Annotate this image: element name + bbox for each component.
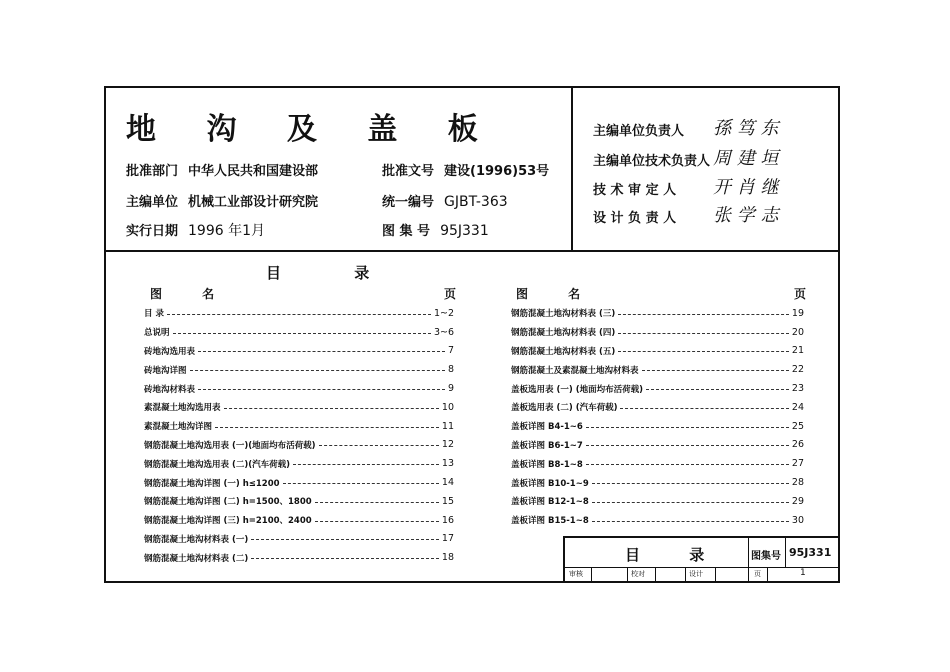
approval-doc-value: 建设(1996)53号 <box>444 164 550 179</box>
signature: 孫 笃 东 <box>713 118 779 139</box>
toc-entry <box>511 304 804 323</box>
toc-entry-page: 11 <box>441 420 454 432</box>
toc-left-list <box>144 304 454 567</box>
toc-entry-name: 钢筋混凝土及素混凝土地沟材料表 <box>511 365 639 376</box>
unified-no-label: 统一编号 <box>382 195 435 210</box>
toc-leader <box>618 333 789 334</box>
toc-entry <box>511 454 804 473</box>
signature: 周 建 垣 <box>713 148 779 169</box>
toc-entry-page: 18 <box>441 552 454 564</box>
toc-leader <box>167 314 431 315</box>
toc-leader <box>198 351 445 352</box>
toc-entry-name: 钢筋混凝土地沟材料表 (三) <box>511 309 616 320</box>
titleblock-page-label: 页 <box>754 570 761 578</box>
toc-leader <box>642 370 789 371</box>
toc-leader <box>251 539 439 540</box>
toc-entry-page: 30 <box>791 514 804 526</box>
responsible-role: 设 计 负 责 人 <box>593 211 677 226</box>
toc-entry-page: 12 <box>441 439 454 451</box>
toc-entry-page: 29 <box>791 495 804 507</box>
toc-entry <box>511 492 804 511</box>
toc-entry-page: 7 <box>447 345 454 357</box>
toc-entry-name: 盖板选用表 (二) (汽车荷载) <box>511 403 618 414</box>
toc-entry-name: 砖地沟详图 <box>144 365 187 376</box>
toc-entry-name: 目 录 <box>144 309 164 320</box>
toc-entry-name: 素混凝土地沟选用表 <box>144 403 221 414</box>
toc-entry-page: 14 <box>441 477 454 489</box>
approval-doc-label: 批准文号 <box>382 164 435 179</box>
toc-leader <box>319 445 439 446</box>
toc-entry <box>144 454 454 473</box>
toc-entry-name: 盖板详图 B8-1~8 <box>511 459 583 470</box>
toc-leader <box>283 483 439 484</box>
responsible-row <box>593 118 779 139</box>
responsible-role: 主编单位负责人 <box>593 124 685 139</box>
editor-unit <box>126 191 318 210</box>
toc-entry <box>511 511 804 530</box>
toc-entry <box>144 379 454 398</box>
toc-col-page-left: 页 <box>444 287 457 301</box>
toc-entry-page: 15 <box>441 495 454 507</box>
toc-leader <box>315 502 439 503</box>
toc-entry-page: 13 <box>441 458 454 470</box>
drawing-sheet <box>104 86 840 583</box>
toc-entry-page: 8 <box>447 364 454 376</box>
toc-leader <box>293 464 439 465</box>
toc-entry <box>511 342 804 361</box>
titleblock-check-label: 校对 <box>631 570 645 578</box>
toc-entry-name: 素混凝土地沟详图 <box>144 422 213 433</box>
titleblock-page-no: 1 <box>800 568 806 578</box>
toc-entry <box>144 530 454 549</box>
atlas-title: 地 沟 及 盖 板 <box>126 112 498 147</box>
responsible-row <box>593 148 779 169</box>
toc-entry-name: 钢筋混凝土地沟详图 (三) h=2100、2400 <box>144 516 312 527</box>
toc-entry <box>144 511 454 530</box>
header-info <box>106 88 573 252</box>
toc-col-page-right: 页 <box>794 287 807 301</box>
unified-no-value: GJBT-363 <box>444 194 508 210</box>
toc-leader <box>315 521 439 522</box>
toc-entry-name: 钢筋混凝土地沟详图 (二) h=1500、1800 <box>144 497 312 508</box>
toc-leader <box>592 502 789 503</box>
toc-entry-page: 10 <box>441 401 454 413</box>
editor-unit-value: 机械工业部设计研究院 <box>188 195 319 210</box>
toc-entry-name: 钢筋混凝土地沟选用表 (二)(汽车荷载) <box>144 459 290 470</box>
toc-entry <box>144 492 454 511</box>
toc-leader <box>592 521 789 522</box>
editor-unit-label: 主编单位 <box>126 195 179 210</box>
responsible-row <box>593 177 779 198</box>
toc-entry <box>144 548 454 567</box>
toc-col-name-right: 图 名 <box>516 287 599 301</box>
toc-entry <box>144 323 454 342</box>
titleblock-review-label: 审核 <box>569 570 583 578</box>
toc-entry-page: 28 <box>791 477 804 489</box>
toc-entry <box>144 417 454 436</box>
titleblock-atlas-no: 95J331 <box>789 546 832 559</box>
toc-entry <box>511 473 804 492</box>
toc-entry-page: 22 <box>791 364 804 376</box>
toc-entry-page: 23 <box>791 383 804 395</box>
toc-entry-name: 钢筋混凝土地沟材料表 (二) <box>144 553 249 564</box>
toc-entry-page: 1~2 <box>433 307 454 319</box>
toc-entry-name: 钢筋混凝土地沟材料表 (五) <box>511 346 616 357</box>
titleblock-design-label: 设计 <box>689 570 703 578</box>
toc-entry-name: 盖板详图 B4-1~6 <box>511 422 583 433</box>
approval-dept-value: 中华人民共和国建设部 <box>188 164 319 179</box>
toc-entry-name: 钢筋混凝土地沟材料表 (四) <box>511 328 616 339</box>
toc-entry-page: 3~6 <box>433 326 454 338</box>
toc-entry-name: 盖板选用表 (一) (地面均布活荷载) <box>511 384 643 395</box>
toc-leader <box>198 389 445 390</box>
toc-entry-page: 25 <box>791 420 804 432</box>
signature: 开 肖 继 <box>713 177 779 198</box>
toc-leader <box>190 370 445 371</box>
toc-entry <box>144 342 454 361</box>
toc-entry-name: 盖板详图 B12-1~8 <box>511 497 589 508</box>
toc-entry-name: 盖板详图 B6-1~7 <box>511 440 583 451</box>
responsibles-block <box>573 88 838 252</box>
toc-leader <box>224 408 439 409</box>
approval-dept-label: 批准部门 <box>126 164 179 179</box>
toc-entry-name: 总说明 <box>144 328 170 339</box>
toc-leader <box>618 351 789 352</box>
titleblock-name: 目 录 <box>625 546 727 564</box>
responsible-role: 技 术 审 定 人 <box>593 183 677 198</box>
toc-entry-page: 9 <box>447 383 454 395</box>
toc-entry-page: 24 <box>791 401 804 413</box>
unified-no <box>382 191 508 210</box>
toc-entry <box>144 360 454 379</box>
atlas-no-label: 图 集 号 <box>382 224 431 239</box>
toc-leader <box>592 483 789 484</box>
toc-leader <box>586 464 789 465</box>
toc-entry-page: 21 <box>791 345 804 357</box>
toc-leader <box>586 445 789 446</box>
effective-date <box>126 220 265 240</box>
toc-entry <box>511 436 804 455</box>
toc-entry-page: 26 <box>791 439 804 451</box>
toc-entry-page: 17 <box>441 533 454 545</box>
toc-entry <box>511 398 804 417</box>
toc-entry <box>511 417 804 436</box>
toc-entry-page: 20 <box>791 326 804 338</box>
responsible-row <box>593 205 779 226</box>
toc-entry-name: 盖板详图 B15-1~8 <box>511 516 589 527</box>
titleblock-atlas-label: 图集号 <box>751 551 781 562</box>
toc-leader <box>618 314 789 315</box>
toc-title: 目 录 <box>266 264 404 282</box>
toc-entry <box>144 436 454 455</box>
toc-entry-name: 钢筋混凝土地沟选用表 (一)(地面均布活荷载) <box>144 440 316 451</box>
toc-entry-name: 盖板详图 B10-1~9 <box>511 478 589 489</box>
toc-entry <box>511 379 804 398</box>
toc-entry-name: 砖地沟选用表 <box>144 346 196 357</box>
toc-entry <box>144 304 454 323</box>
toc-entry <box>511 323 804 342</box>
toc-leader <box>215 427 439 428</box>
atlas-no <box>382 220 489 239</box>
toc-entry-name: 钢筋混凝土地沟材料表 (一) <box>144 534 249 545</box>
toc-right-list <box>511 304 804 530</box>
approval-dept <box>126 160 318 179</box>
toc-entry-page: 16 <box>441 514 454 526</box>
toc-leader <box>620 408 788 409</box>
toc-leader <box>251 558 439 559</box>
toc-entry-name: 砖地沟材料表 <box>144 384 196 395</box>
toc-leader <box>646 389 789 390</box>
title-block <box>563 536 838 581</box>
responsible-role: 主编单位技术负责人 <box>593 154 711 169</box>
toc-col-name-left: 图 名 <box>150 287 233 301</box>
toc-entry <box>511 360 804 379</box>
toc-entry <box>144 473 454 492</box>
toc-leader <box>586 427 789 428</box>
toc-entry <box>144 398 454 417</box>
signature: 张 学 志 <box>713 205 779 226</box>
effective-date-value: 1996 年1月 <box>188 223 266 239</box>
toc-entry-page: 19 <box>791 307 804 319</box>
toc-entry-name: 钢筋混凝土地沟详图 (一) h≤1200 <box>144 478 280 489</box>
approval-doc <box>382 160 549 179</box>
toc-entry-page: 27 <box>791 458 804 470</box>
effective-date-label: 实行日期 <box>126 224 179 239</box>
atlas-no-value: 95J331 <box>440 223 489 239</box>
toc-leader <box>173 333 431 334</box>
